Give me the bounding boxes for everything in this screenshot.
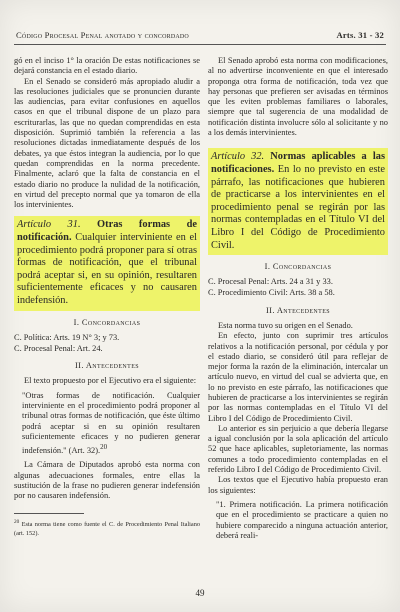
left-quote-text: "Otras formas de notificación. Cualquier interviniente en el procedimiento podrá proponer al tribunal otras formas de notificación, que éste último podrá aceptar si en su opinión resultaren suficientemente eficaces y no pudieren generar indefensión." (Art. 32). bbox=[22, 390, 200, 455]
page-number: 49 bbox=[195, 588, 205, 598]
book-title: Código Procesal Penal anotado y concordado bbox=[16, 30, 189, 40]
left-column bbox=[14, 56, 200, 538]
left-paragraph-2: En el Senado se consideró más apropiado aludir a las resoluciones judiciales que se pronuncien durante las audiencias, para evitar confusiones en aquellos casos en que el tribunal dispone de un plazo para escriturarlas, las que no quedan comprendidas en esta disposición. Suprimió también la referencia a las resoluciones dictadas inmediatamente después de los debates, ya que éstos integran la audiencia, por lo que quedan comprendidas en la norma precedente. Finalmente, aclaró que la falta de constancia en el estado diario no produce la nulidad de la notificación, en virtud del precepto normal que ya tomaron de ella los intervinientes. bbox=[14, 76, 200, 210]
left-camara-paragraph: La Cámara de Diputados aprobó esta norma con algunas adecuaciones formales, entre ellas la sustitución de la frase no pudieren generar indefensión por no causaren indefensión. bbox=[14, 460, 200, 501]
right-concordancias-heading: I. Concordancias bbox=[264, 262, 332, 272]
footnote bbox=[14, 518, 200, 538]
running-header bbox=[14, 28, 386, 45]
right-antecedentes-1: Esta norma tuvo su origen en el Senado. bbox=[218, 320, 353, 330]
footnote-text: Esta norma tiene como fuente el C. de Procedimiento Penal Italiano (art. 152). bbox=[14, 521, 201, 537]
right-concordancia-2: C. Procedimiento Civil: Arts. 38 a 58. bbox=[208, 288, 335, 298]
right-antecedentes-2: En efecto, junto con suprimir tres artículos relativos a la notificación personal, por cédula y por el estado diario, se consideró útil para reflejar de mejor forma la razón de la eliminación, intercalar un artículo nuevo, en virtud del cual se advierta que, en lo no previsto en este párrafo, las notificaciones que hubieren de practicarse a los intervinientes se regirán por las normas contempladas en el Título VI del Libro I del Código de Procedimiento Civil. bbox=[208, 331, 388, 423]
article-range: Arts. 31 - 32 bbox=[336, 30, 384, 40]
right-concordancia-1: C. Procesal Penal: Arts. 24 a 31 y 33. bbox=[208, 277, 333, 287]
right-antecedentes-4: Los textos que el Ejecutivo había propuesto eran los siguientes: bbox=[208, 475, 388, 495]
article-31-heading bbox=[14, 216, 200, 310]
article-32-text: En lo no previsto en este párrafo, las notificaciones que hubieren de practicarse a los intervinientes en el procedimiento penal se regirán por las normas contempladas en el Título VI del Libro I del Código de Procedimiento Civil. bbox=[211, 163, 385, 251]
article-31-text: Cualquier interviniente en el procedimiento podrá proponer para sí otras formas de notificación, que el tribunal podrá aceptar si, en su opinión, resultaren suficientemente eficaces y no causaren indefensión. bbox=[17, 232, 197, 307]
footnote-number: 20 bbox=[14, 519, 20, 526]
right-quote: "1. Primera notificación. La primera notificación que en el procedimiento se practicare a quien no hubiere comparecido a ninguna actuación anterior, deberá reali- bbox=[216, 499, 388, 540]
article-31-name: Otras formas de notificación. bbox=[17, 219, 197, 244]
article-32-name: Normas aplicables a las notificaciones. bbox=[211, 151, 385, 175]
article-32-number: Artículo 32. bbox=[211, 151, 265, 163]
footnote-rule bbox=[14, 513, 84, 514]
right-paragraph-1: El Senado aprobó esta norma con modificaciones, al no advertirse inconveniente en que el interesado proponga otra forma de notificación, toda vez que hay personas que prefieren ser avisadas en términos que les eviten problemas familiares o laborales, siempre que tal sugerencia de una modalidad de notificación distinta involucre sólo al solicitante y no a los demás intervinientes. bbox=[208, 56, 388, 138]
left-paragraph-1: gó en el inciso 1° la oración De estas notificaciones se dejará constancia en el estado diario. bbox=[14, 56, 200, 76]
left-antecedentes-heading: II. Antecedentes bbox=[74, 361, 140, 371]
article-31-number: Artículo 31. bbox=[17, 219, 81, 231]
left-concordancia-1: C. Política: Arts. 19 N° 3; y 73. bbox=[14, 332, 120, 342]
right-antecedentes-heading: II. Antecedentes bbox=[265, 305, 331, 315]
left-quote-footnote-ref: 20 bbox=[100, 443, 108, 452]
left-quote bbox=[14, 391, 200, 457]
left-antecedentes-intro: El texto propuesto por el Ejecutivo era el siguiente: bbox=[24, 376, 197, 386]
right-antecedentes-3: Lo anterior es sin perjuicio a que debería llegarse a igual conclusión por la sola aplicación del artículo 52 que hace aplicables, supletoriamente, las normas comunes a todo procedimiento contempladas en el referido Libro I del Código de Procedimiento Civil. bbox=[208, 423, 388, 475]
left-concordancia-2: C. Procesal Penal: Art. 24. bbox=[14, 343, 103, 353]
left-concordancias-heading: I. Concordancias bbox=[73, 317, 141, 327]
article-32-heading bbox=[208, 148, 388, 255]
right-column bbox=[208, 56, 388, 541]
